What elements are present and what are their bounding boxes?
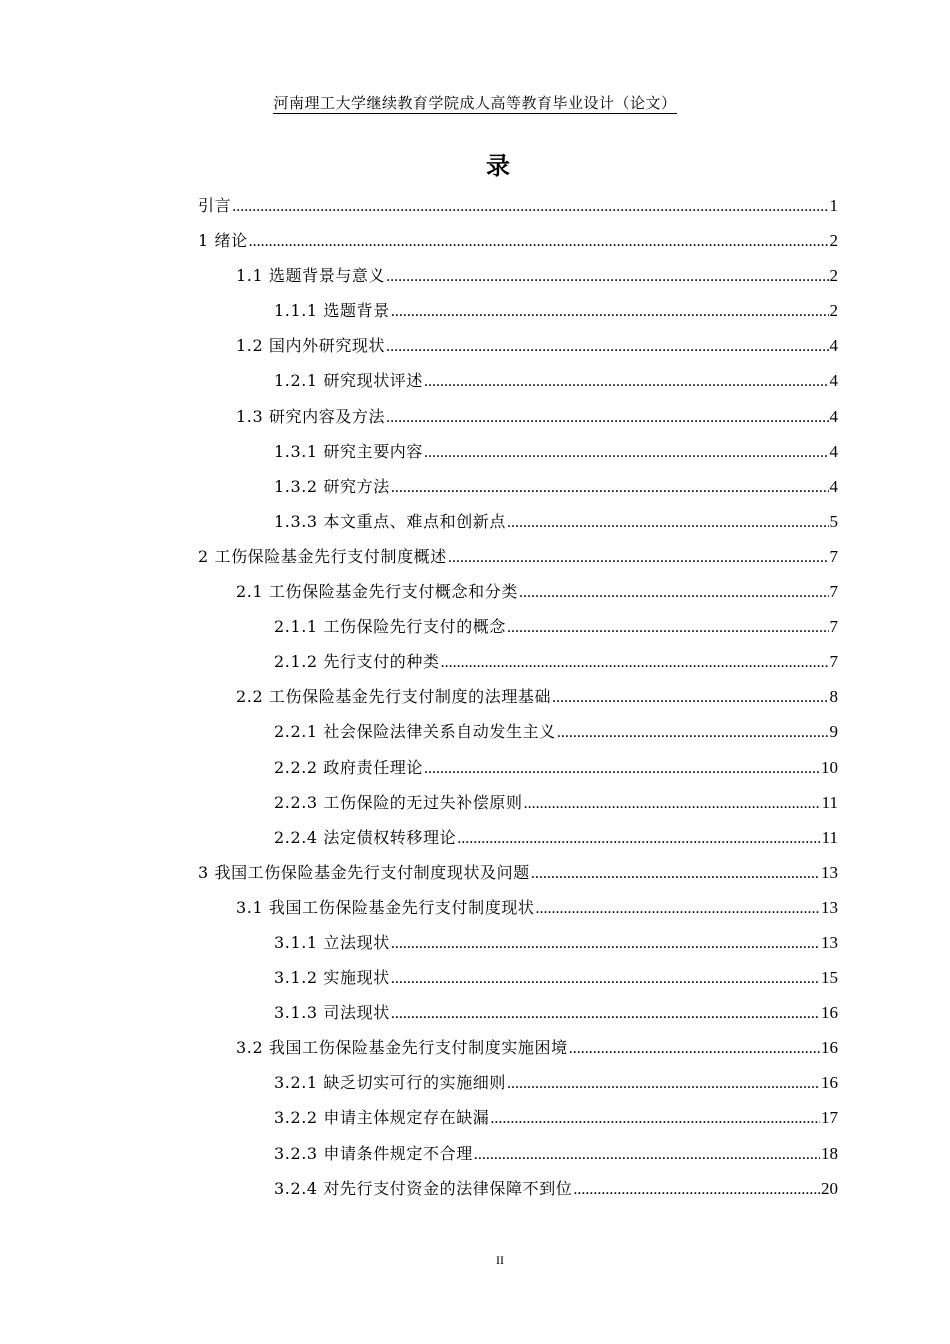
- toc-entry-page: 11: [821, 792, 838, 812]
- toc-leader-dots: [249, 233, 829, 251]
- toc-entry-title: 2.2.4 法定债权转移理论: [274, 827, 457, 847]
- toc-entry[interactable]: [198, 965, 838, 1000]
- toc-entry-page: 16: [821, 1073, 838, 1093]
- toc-entry[interactable]: [198, 228, 838, 263]
- toc-entry-page: 7: [829, 546, 838, 566]
- toc-entry-page: 2: [829, 301, 838, 321]
- toc-entry-page: 9: [829, 722, 838, 742]
- toc-leader-dots: [552, 689, 828, 707]
- toc-entry-page: 13: [821, 932, 838, 952]
- toc-leader-dots: [386, 409, 828, 427]
- toc-leader-dots: [441, 654, 829, 672]
- toc-leader-dots: [507, 514, 829, 532]
- toc-leader-dots: [474, 1146, 820, 1164]
- toc-entry-title: 3 我国工伤保险基金先行支付制度现状及问题: [198, 862, 530, 882]
- toc-entry-page: 8: [829, 687, 838, 707]
- toc-entry-title: 3.2.2 申请主体规定存在缺漏: [274, 1108, 490, 1128]
- toc-entry-page: 4: [829, 371, 838, 391]
- toc-leader-dots: [391, 303, 829, 321]
- toc-entry-title: 引言: [198, 196, 232, 215]
- toc-entry[interactable]: [198, 614, 838, 649]
- toc-entry[interactable]: [198, 263, 838, 298]
- toc-entry-page: 13: [821, 862, 838, 882]
- toc-entry[interactable]: [198, 649, 838, 684]
- toc-entry-page: 15: [821, 968, 838, 988]
- toc-leader-dots: [557, 724, 829, 742]
- toc-leader-dots: [232, 198, 828, 216]
- toc-entry-page: 17: [821, 1108, 838, 1128]
- toc-leader-dots: [507, 1075, 820, 1093]
- toc-leader-dots: [507, 619, 829, 637]
- toc-entry[interactable]: [198, 1000, 838, 1035]
- toc-entry-title: 1.1 选题背景与意义: [236, 266, 386, 286]
- toc-entry[interactable]: [198, 860, 838, 895]
- toc-entry-title: 2.2.3 工伤保险的无过失补偿原则: [274, 792, 523, 812]
- toc-leader-dots: [519, 584, 829, 602]
- toc-entry[interactable]: [198, 193, 838, 228]
- toc-entry-title: 3.2.4 对先行支付资金的法律保障不到位: [274, 1178, 573, 1198]
- toc-leader-dots: [457, 830, 820, 848]
- toc-entry[interactable]: [198, 1141, 838, 1176]
- toc-leader-dots: [386, 338, 828, 356]
- header-text: 河南理工大学继续教育学院成人高等教育毕业设计（论文）: [273, 94, 677, 112]
- toc-leader-dots: [391, 1005, 820, 1023]
- toc-entry-title: 3.2 我国工伤保险基金先行支付制度实施困境: [236, 1038, 568, 1058]
- toc-entry-title: 1.3.1 研究主要内容: [274, 441, 423, 461]
- toc-leader-dots: [569, 1040, 820, 1058]
- toc-entry-page: 1: [829, 196, 838, 215]
- toc-entry[interactable]: [198, 1105, 838, 1140]
- toc-entry[interactable]: [198, 825, 838, 860]
- toc-entry-title: 1.2.1 研究现状评述: [274, 371, 423, 391]
- toc-leader-dots: [490, 1110, 820, 1128]
- toc-entry[interactable]: [198, 368, 838, 403]
- page-number: II: [496, 1253, 504, 1267]
- toc-entry-title: 3.2.1 缺乏切实可行的实施细则: [274, 1073, 506, 1093]
- toc-entry-page: 16: [821, 1003, 838, 1023]
- toc-entry[interactable]: [198, 333, 838, 368]
- toc-entry-title: 1.3.3 本文重点、难点和创新点: [274, 511, 506, 531]
- toc-entry[interactable]: [198, 1070, 838, 1105]
- toc-entry-page: 16: [821, 1038, 838, 1058]
- toc-entry[interactable]: [198, 298, 838, 333]
- toc-entry-title: 3.1 我国工伤保险基金先行支付制度现状: [236, 897, 535, 917]
- toc-entry[interactable]: [198, 474, 838, 509]
- toc-entry-title: 1 绪论: [198, 231, 248, 251]
- toc-entry[interactable]: [198, 790, 838, 825]
- toc-leader-dots: [391, 970, 820, 988]
- toc-entry[interactable]: [198, 895, 838, 930]
- toc-entry-title: 2.2.1 社会保险法律关系自动发生主义: [274, 722, 556, 742]
- toc-entry-page: 7: [829, 582, 838, 602]
- toc-leader-dots: [524, 795, 821, 813]
- toc-entry-page: 4: [829, 406, 838, 426]
- toc-leader-dots: [424, 444, 829, 462]
- toc-leader-dots: [536, 900, 820, 918]
- toc-entry[interactable]: [198, 509, 838, 544]
- toc-title: 录: [486, 151, 510, 180]
- toc-leader-dots: [424, 760, 820, 778]
- toc-entry-page: 4: [829, 476, 838, 496]
- toc-entry-page: 5: [829, 511, 838, 531]
- toc-entry-title: 2.1.1 工伤保险先行支付的概念: [274, 617, 506, 637]
- toc-leader-dots: [424, 373, 829, 391]
- toc-entry[interactable]: [198, 1176, 838, 1211]
- toc-entry-title: 3.1.1 立法现状: [274, 932, 390, 952]
- toc-leader-dots: [573, 1181, 820, 1199]
- toc-entry-title: 1.3.2 研究方法: [274, 476, 390, 496]
- toc-entry-title: 2.1 工伤保险基金先行支付概念和分类: [236, 582, 518, 602]
- toc-entry-page: 20: [821, 1178, 838, 1198]
- toc-entry-title: 3.2.3 申请条件规定不合理: [274, 1143, 473, 1163]
- page-header: [0, 92, 950, 113]
- table-of-contents: [198, 193, 838, 1211]
- toc-entry[interactable]: [198, 404, 838, 439]
- toc-entry-page: 2: [829, 266, 838, 286]
- toc-entry[interactable]: [198, 684, 838, 719]
- toc-entry[interactable]: [198, 719, 838, 754]
- toc-entry-title: 2.2 工伤保险基金先行支付制度的法理基础: [236, 687, 552, 707]
- toc-leader-dots: [531, 865, 820, 883]
- toc-entry-title: 2.2.2 政府责任理论: [274, 757, 423, 777]
- toc-entry[interactable]: [198, 930, 838, 965]
- toc-entry-title: 2.1.2 先行支付的种类: [274, 652, 440, 672]
- toc-entry[interactable]: [198, 579, 838, 614]
- toc-entry-title: 1.3 研究内容及方法: [236, 406, 386, 426]
- toc-entry-page: 2: [829, 231, 838, 251]
- toc-entry-title: 3.1.3 司法现状: [274, 1003, 390, 1023]
- toc-leader-dots: [391, 479, 829, 497]
- toc-entry-page: 11: [821, 827, 838, 847]
- toc-entry[interactable]: [198, 755, 838, 790]
- toc-entry-title: 1.2 国内外研究现状: [236, 336, 386, 356]
- toc-entry-page: 7: [829, 617, 838, 637]
- toc-leader-dots: [386, 268, 828, 286]
- toc-entry[interactable]: [198, 439, 838, 474]
- toc-entry-title: 1.1.1 选题背景: [274, 301, 390, 321]
- toc-entry-page: 7: [829, 652, 838, 672]
- toc-entry-title: 2 工伤保险基金先行支付制度概述: [198, 546, 447, 566]
- toc-entry[interactable]: [198, 1035, 838, 1070]
- toc-entry-page: 18: [821, 1143, 838, 1163]
- toc-leader-dots: [391, 935, 820, 953]
- toc-entry-page: 10: [821, 757, 838, 777]
- toc-leader-dots: [448, 549, 829, 567]
- toc-entry-page: 4: [829, 441, 838, 461]
- toc-entry[interactable]: [198, 544, 838, 579]
- toc-entry-title: 3.1.2 实施现状: [274, 968, 390, 988]
- toc-entry-page: 4: [829, 336, 838, 356]
- toc-entry-page: 13: [821, 897, 838, 917]
